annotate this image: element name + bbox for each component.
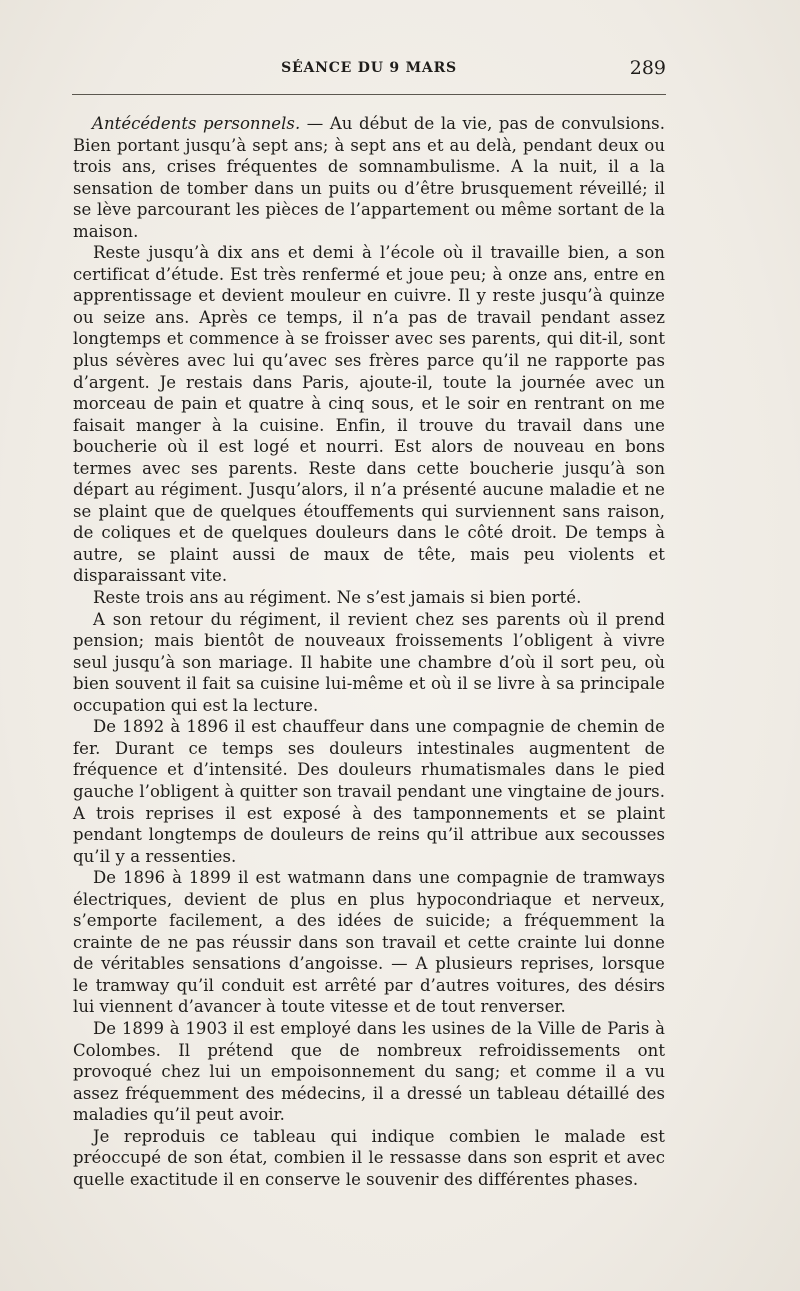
body-text [73,113,665,1190]
paragraph [73,113,665,242]
paragraph: Reste trois ans au régiment. Ne s’est jamais si bien porté. [93,588,582,608]
page-number: 289 [629,57,666,79]
section-lead: Antécédents personnels. [92,114,301,133]
paragraph: De 1892 à 1896 il est chauffeur dans une compagnie de chemin de fer. Durant ce temps ses douleurs intestinales augmentent de fréquence et d’intensité. Des douleurs rhumatismales dans le pied gauche l’obligent à quitter son travail pendant une vingtaine de jours. A trois reprises il est exposé à des tamponnements et se plaint pendant longtemps de douleurs de reins qu’il attribue aux secousses qu’il y a ressenties. [73,717,665,866]
paragraph-text: — Au début de la vie, pas de convulsions. Bien portant jusqu’à sept ans; à sept ans et au delà, pendant deux ou trois ans, crises fréquentes de somnambulisme. A la nuit, il a la sensation de tomber dans un puits ou d’être brusquement réveillé; il se lève parcourant les pièces de l’appartement ou même sortant de la maison. [73,114,665,241]
header-rule [72,94,666,95]
running-head [72,58,666,82]
paragraph: Reste jusqu’à dix ans et demi à l’école où il travaille bien, a son certificat d’étude. Est très renfermé et joue peu; à onze ans, entre en apprentissage et devient mouleur en cuivre. Il y reste jusqu’à quinze ou seize ans. Après ce temps, il n’a pas de travail pendant assez longtemps et commence à se froisser avec ses parents, qui dit-il, sont plus sévères avec lui qu’avec ses frères parce qu’il ne rapporte pas d’argent. Je restais dans Paris, ajoute-il, toute la journée avec un morceau de pain et quatre à cinq sous, et le soir en rentrant on me faisait manger à la cuisine. Enfin, il trouve du travail dans une boucherie où il est logé et nourri. Est alors de nouveau en bons termes avec ses parents. Reste dans cette boucherie jusqu’à son départ au régiment. Jusqu’alors, il n’a présenté aucune maladie et ne se plaint que de quelques étouffements qui surviennent sans raison, de coliques et de quelques douleurs dans le côté droit. De temps à autre, se plaint aussi de maux de tête, mais peu violents et disparaissant vite. [73,243,665,586]
paragraph: De 1896 à 1899 il est watmann dans une compagnie de tramways électriques, devient de plus en plus hypocondriaque et nerveux, s’emporte facilement, a des idées de suicide; a fréquemment la crainte de ne pas réussir dans son travail et cette crainte lui donne de véritables sensations d’angoisse. — A plusieurs reprises, lorsque le tramway qu’il conduit est arrêté par d’autres voitures, des désirs lui viennent d’avancer à toute vitesse et de tout renverser. [73,868,665,1017]
running-title: SÉANCE DU 9 MARS [281,60,457,76]
paragraph: De 1899 à 1903 il est employé dans les usines de la Ville de Paris à Colombes. Il prétend que de nombreux refroidissements ont provoqué chez lui un empoisonnement du sang; et comme il a vu assez fréquemment des médecins, il a dressé un tableau détaillé des maladies qu’il peut avoir. [73,1018,665,1125]
paragraph: A son retour du régiment, il revient chez ses parents où il prend pension; mais bientôt de nouveaux froissements l’obligent à vivre seul jusqu’à son mariage. Il habite une chambre d’où il sort peu, où bien souvent il fait sa cuisine lui-même et où il se livre à sa principale occupation qui est la lecture. [73,609,665,715]
paragraph: Je reproduis ce tableau qui indique combien le malade est préoccupé de son état, combien il le ressasse dans son esprit et avec quelle exactitude il en conserve le souvenir des différentes phases. [73,1126,665,1189]
